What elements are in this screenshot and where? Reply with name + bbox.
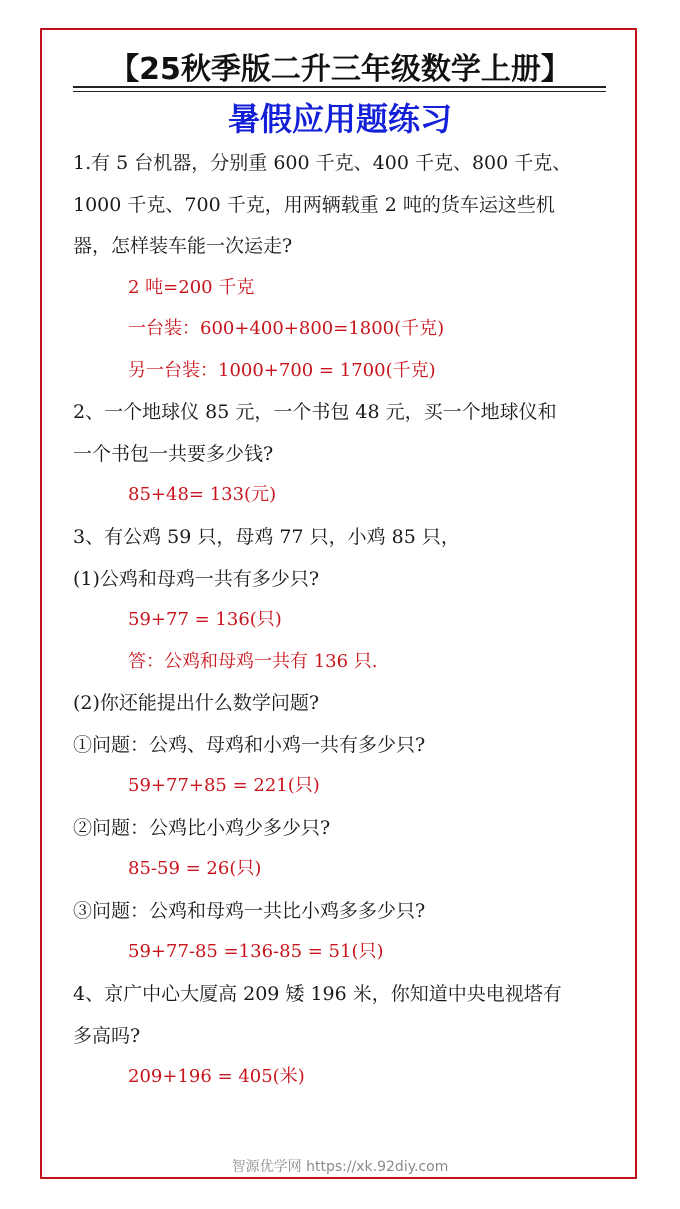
answer-line: 一台装：600+400+800=1800(千克) [128,318,445,339]
text-line: ②问题：公鸡比小鸡少多少只? [73,817,331,839]
text-line: ③问题：公鸡和母鸡一共比小鸡多多少只? [73,900,426,922]
answer-line: 59+77 = 136(只) [128,609,282,630]
text-line: 3、有公鸡 59 只，母鸡 77 只，小鸡 85 只， [73,526,460,548]
text-line: (2)你还能提出什么数学问题? [73,692,320,714]
text-line: 一个书包一共要多少钱? [73,443,274,465]
text-line: 1000 千克、700 千克，用两辆载重 2 吨的货车运这些机 [73,194,555,216]
answer-line: 答：公鸡和母鸡一共有 136 只. [128,651,378,672]
title-underline-thick [73,86,606,88]
page-subtitle: 暑假应用题练习 [227,100,452,138]
answer-line: 2 吨=200 千克 [128,277,255,298]
answer-line: 59+77-85 =136-85 = 51(只) [128,941,384,962]
text-line: 2、一个地球仪 85 元，一个书包 48 元，买一个地球仪和 [73,401,557,423]
text-line: ①问题：公鸡、母鸡和小鸡一共有多少只? [73,734,426,756]
text-line: (1)公鸡和母鸡一共有多少只? [73,568,320,590]
watermark: 智源优学网 https://xk.92diy.com [231,1159,449,1175]
text-line: 4、京广中心大厦高 209 矮 196 米，你知道中央电视塔有 [73,983,562,1005]
answer-line: 209+196 = 405(米) [128,1066,305,1087]
text-line: 1.有 5 台机器，分别重 600 千克、400 千克、800 千克、 [73,152,572,174]
answer-line: 59+77+85 = 221(只) [128,775,320,796]
answer-line: 另一台装：1000+700 = 1700(千克) [128,360,436,381]
title-underline-thin [73,91,606,92]
answer-line: 85+48= 133(元) [128,484,277,505]
page-title: 【25秋季版二升三年级数学上册】 [109,52,571,87]
text-line: 多高吗? [73,1025,141,1047]
text-line: 器，怎样装车能一次运走? [73,235,293,257]
answer-line: 85-59 = 26(只) [128,858,262,879]
